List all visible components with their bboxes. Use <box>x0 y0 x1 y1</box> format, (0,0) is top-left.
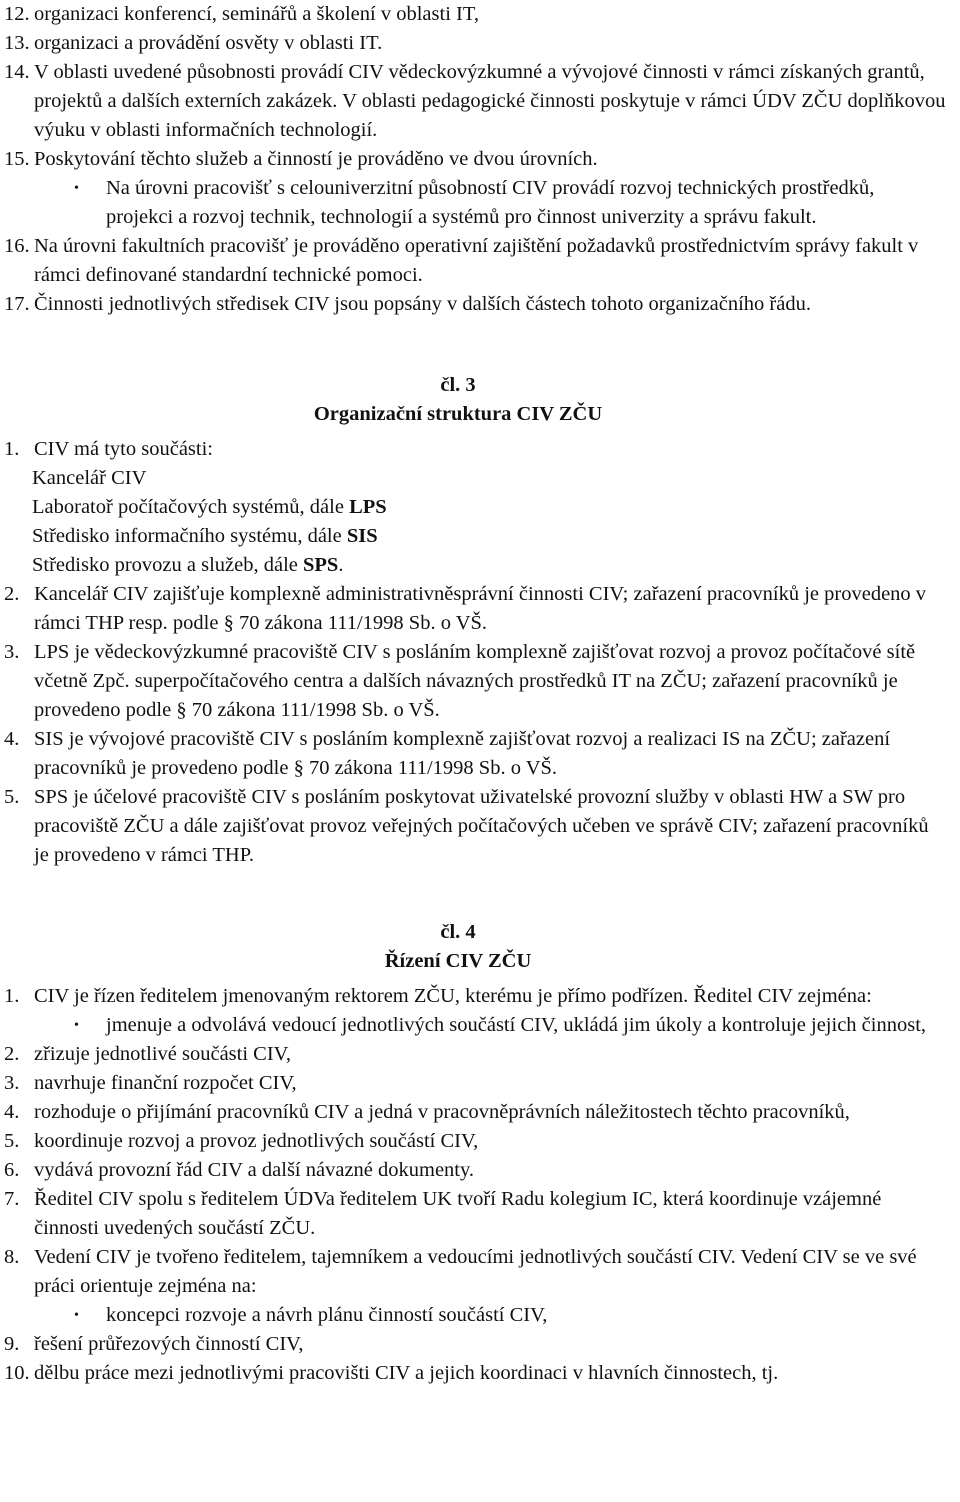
item-number: 4. <box>4 1101 20 1123</box>
item-text: Vedení CIV je tvořeno ředitelem, tajemníkem a vedoucími jednotlivých součástí CIV. Vedení CIV se ve své práci orientuje zejména na: <box>34 1246 917 1297</box>
item-number: 2. <box>4 583 20 605</box>
item-number: 17. <box>4 293 30 315</box>
part-text: Laboratoř počítačových systémů, dále <box>32 496 350 518</box>
item-number: 15. <box>4 148 30 170</box>
part-abbr: SPS <box>302 554 339 576</box>
item-text: CIV má tyto součásti: <box>34 438 213 460</box>
item-number: 2. <box>4 1043 20 1065</box>
list-item <box>0 783 946 870</box>
item-number: 6. <box>4 1159 20 1181</box>
item-number: 1. <box>4 985 20 1007</box>
item-number: 9. <box>4 1333 20 1355</box>
list-item <box>0 580 946 638</box>
list-item <box>0 1243 946 1301</box>
item-number: 10. <box>4 1362 30 1384</box>
part-end: . <box>338 554 344 576</box>
item-text: zřizuje jednotlivé součásti CIV, <box>34 1043 291 1065</box>
article-4-title: Řízení CIV ZČU <box>384 950 532 972</box>
item-text: Poskytování těchto služeb a činností je prováděno ve dvou úrovních. <box>34 148 598 170</box>
item-number: 8. <box>4 1246 20 1268</box>
item-text: V oblasti uvedené působnosti provádí CIV vědeckovýzkumné a vývojové činnosti v rámci získaných grantů, projektů a dalších externích zakázek. V oblasti pedagogické činnosti poskytuje v rámci ÚDV ZČU doplňkovou výuku v oblasti informačních technologií. <box>34 61 946 141</box>
part-text: Kancelář CIV <box>32 467 147 489</box>
part-text: Středisko provozu a služeb, dále <box>32 554 303 576</box>
item-number: 4. <box>4 728 20 750</box>
part-text: Středisko informačního systému, dále <box>32 525 347 547</box>
bullet-icon: • <box>74 1018 79 1033</box>
item-number: 13. <box>4 32 30 54</box>
bullet-text: Na úrovni pracovišť s celouniverzitní působností CIV provádí rozvoj technických prostředků, projekci a rozvoj technik, technologií a systémů pro činnost univerzity a správu fakult. <box>106 177 875 228</box>
item-number: 1. <box>4 438 20 460</box>
list-item <box>0 58 946 145</box>
list-item <box>0 435 946 464</box>
list-item <box>0 1359 946 1388</box>
list-item <box>0 1040 946 1069</box>
bullet-text: koncepci rozvoje a návrh plánu činností součástí CIV, <box>106 1304 548 1326</box>
list-item <box>0 1069 946 1098</box>
item-text: SPS je účelové pracoviště CIV s posláním poskytovat uživatelské provozní služby v oblasti HW a SW pro pracoviště ZČU a dále zajišťovat provoz veřejných počítačových učeben ve správě CIV; zařazení pracovníků je provedeno v rámci THP. <box>34 786 929 866</box>
list-item <box>0 1098 946 1127</box>
list-item <box>0 0 946 29</box>
item-text: Kancelář CIV zajišťuje komplexně administrativněsprávní činnosti CIV; zařazení pracovníků je provedeno v rámci THP resp. podle § 70 zákona 111/1998 Sb. o VŠ. <box>34 583 927 634</box>
bullet-item <box>0 174 946 232</box>
list-item <box>0 290 946 319</box>
item-text: rozhoduje o přijímání pracovníků CIV a jedná v pracovněprávních náležitostech těchto pracovníků, <box>34 1101 850 1123</box>
list-item <box>0 145 946 174</box>
article-4-label: čl. 4 <box>440 921 476 943</box>
item-number: 12. <box>4 3 30 25</box>
item-number: 14. <box>4 61 30 83</box>
part-lps <box>0 493 960 522</box>
item-text: navrhuje finanční rozpočet CIV, <box>34 1072 297 1094</box>
part-abbr: SIS <box>346 525 378 547</box>
item-text: řešení průřezových činností CIV, <box>34 1333 304 1355</box>
item-number: 7. <box>4 1188 20 1210</box>
item-number: 16. <box>4 235 30 257</box>
item-text: organizaci a provádění osvěty v oblasti IT. <box>34 32 383 54</box>
list-item <box>0 29 946 58</box>
item-text: Ředitel CIV spolu s ředitelem ÚDVa ředitelem UK tvoří Radu kolegium IC, která koordinuje vzájemné činnosti uvedených součástí ZČU. <box>34 1188 882 1239</box>
item-text: SIS je vývojové pracoviště CIV s posláním komplexně zajišťovat rozvoj a realizaci IS na ZČU; zařazení pracovníků je provedeno podle § 70 zákona 111/1998 Sb. o VŠ. <box>34 728 891 779</box>
list-item <box>0 638 946 725</box>
item-text: koordinuje rozvoj a provoz jednotlivých součástí CIV, <box>34 1130 479 1152</box>
bullet-icon: • <box>74 1308 79 1323</box>
item-text: Činnosti jednotlivých středisek CIV jsou popsány v dalších částech tohoto organizačního řádu. <box>34 293 811 315</box>
article-3-label: čl. 3 <box>440 374 476 396</box>
list-item <box>0 982 946 1011</box>
part-kancelar <box>0 464 960 493</box>
item-text: vydává provozní řád CIV a další návazné dokumenty. <box>34 1159 475 1181</box>
item-text: LPS je vědeckovýzkumné pracoviště CIV s posláním komplexně zajišťovat rozvoj a provoz počítačové sítě včetně Zpč. superpočítačového centra a dalších návazných prostředků IT na ZČU; zařazení pracovníků je provedeno podle § 70 zákona 111/1998 Sb. o VŠ. <box>34 641 916 721</box>
item-number: 3. <box>4 641 20 663</box>
part-sis <box>0 522 960 551</box>
item-number: 3. <box>4 1072 20 1094</box>
list-item <box>0 1185 946 1243</box>
bullet-item <box>0 1301 946 1330</box>
item-text: organizaci konferencí, seminářů a školení v oblasti IT, <box>34 3 479 25</box>
bullet-icon: • <box>74 181 79 196</box>
list-item <box>0 1156 946 1185</box>
bullet-text: jmenuje a odvolává vedoucí jednotlivých součástí CIV, ukládá jim úkoly a kontroluje jejich činnost, <box>106 1014 927 1036</box>
part-abbr: LPS <box>349 496 387 518</box>
bullet-item <box>0 1011 946 1040</box>
part-sps <box>0 551 960 580</box>
item-number: 5. <box>4 786 20 808</box>
list-item <box>0 1330 946 1359</box>
item-text: Na úrovni fakultních pracovišť je prováděno operativní zajištění požadavků prostřednictvím správy fakult v rámci definované standardní technické pomoci. <box>34 235 919 286</box>
article-3-title: Organizační struktura CIV ZČU <box>313 403 603 425</box>
list-item <box>0 1127 946 1156</box>
list-item <box>0 725 946 783</box>
item-text: CIV je řízen ředitelem jmenovaným rektorem ZČU, kterému je přímo podřízen. Ředitel CIV zejména: <box>34 985 872 1007</box>
item-number: 5. <box>4 1130 20 1152</box>
list-item <box>0 232 946 290</box>
item-text: dělbu práce mezi jednotlivými pracovišti CIV a jejich koordinaci v hlavních činnostech, tj. <box>34 1362 779 1384</box>
